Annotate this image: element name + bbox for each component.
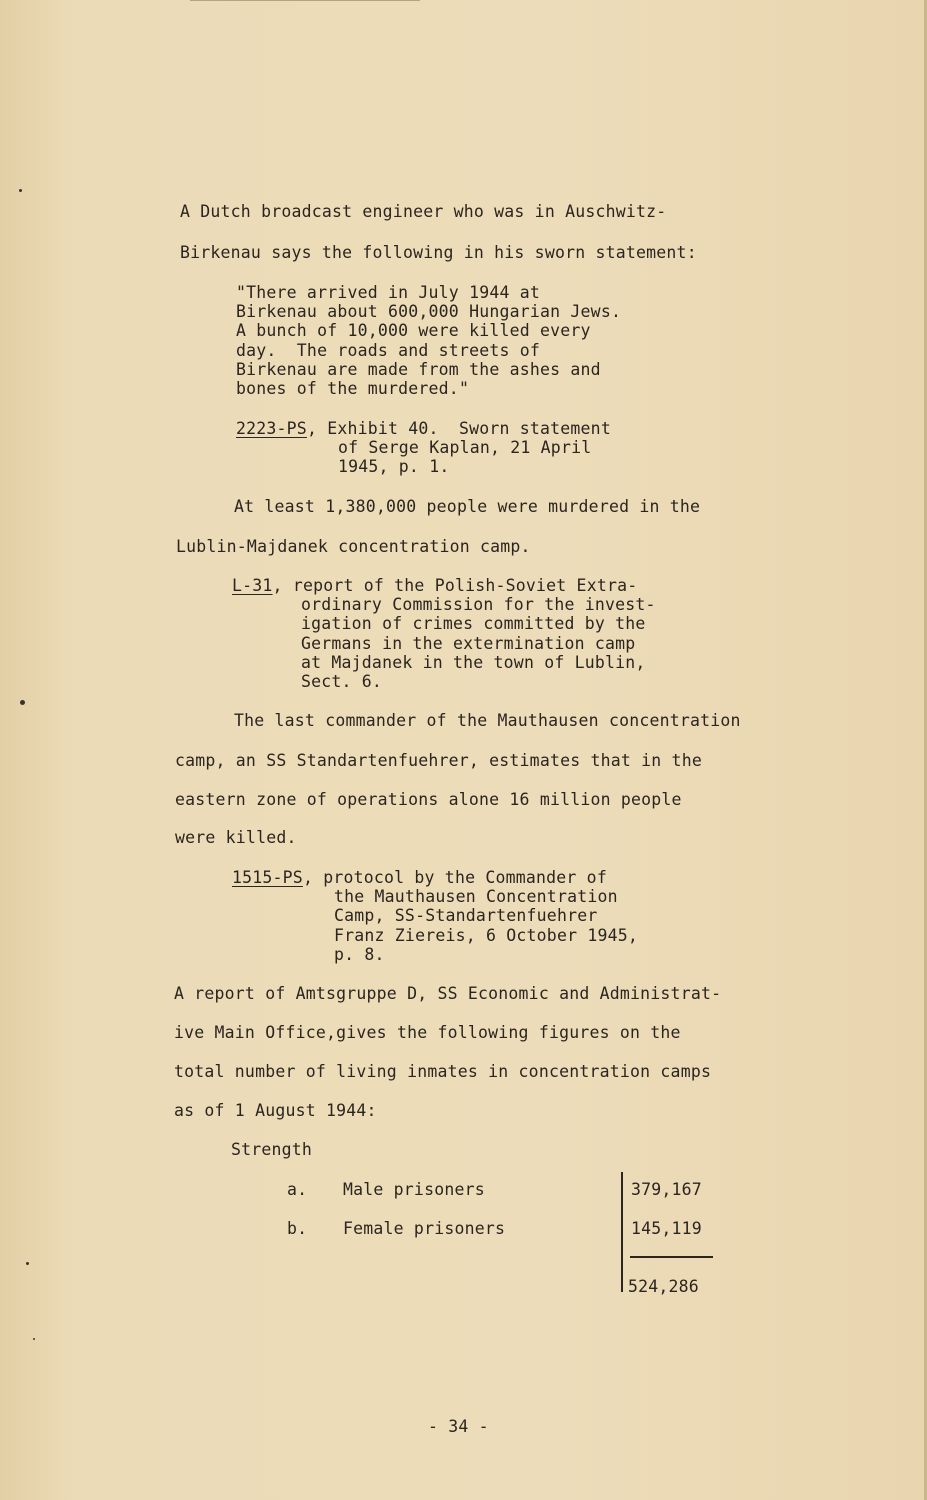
citation-ref: L-31 [232,576,273,595]
citation-line: 1945, p. 1. [338,457,450,476]
para4-line: total number of living inmates in concentration camps [174,1062,712,1081]
citation-line: Camp, SS-Standartenfuehrer [334,906,598,925]
row-label: Male prisoners [343,1180,485,1199]
sum-rule [630,1256,713,1258]
citation-line: at Majdanek in the town of Lublin, [301,653,646,672]
quote-line: "There arrived in July 1944 at [236,283,541,302]
para4-line: as of 1 August 1944: [174,1101,377,1120]
row-value: 379,167 [631,1180,702,1199]
row-value: 145,119 [631,1219,702,1238]
para2-line1: At least 1,380,000 people were murdered in the [234,497,701,516]
quote-line: Birkenau about 600,000 Hungarian Jews. [236,302,622,321]
column-bracket-line [621,1172,623,1292]
para3-line: eastern zone of operations alone 16 million people [175,790,682,809]
citation-ref: 1515-PS [232,868,303,887]
citation-line: igation of crimes committed by the [301,614,646,633]
para3-line: camp, an SS Standartenfuehrer, estimates that in the [175,751,702,770]
quote-line: bones of the murdered." [236,379,470,398]
citation-line: Sect. 6. [301,672,383,691]
citation-line: Franz Ziereis, 6 October 1945, [334,926,639,945]
para4-line: A report of Amtsgruppe D, SS Economic and Administrat- [174,984,722,1003]
citation-line: of Serge Kaplan, 21 April [338,438,592,457]
scan-speck [33,1338,35,1340]
citation-1 [236,419,611,438]
citation-text: , report of the Polish-Soviet Extra- [272,576,638,595]
para1-line2: Birkenau says the following in his sworn statement: [180,243,697,262]
citation-line: the Mauthausen Concentration [334,887,618,906]
scan-speck [26,1262,29,1265]
scan-speck [20,700,25,705]
row-letter: a. [287,1180,308,1199]
quote-line: Birkenau are made from the ashes and [236,360,601,379]
page-top-edge [190,0,420,1]
row-label: Female prisoners [343,1219,506,1238]
citation-line: ordinary Commission for the invest- [301,595,656,614]
para3-line: were killed. [175,828,297,847]
scan-speck [19,189,22,192]
citation-ref: 2223-PS [236,419,307,438]
quote-line: A bunch of 10,000 were killed every [236,321,591,340]
row-letter: b. [287,1219,308,1238]
quote-line: day. The roads and streets of [236,341,541,360]
citation-2 [232,576,637,595]
citation-3 [232,868,607,887]
strength-label: Strength [231,1140,313,1159]
para4-line: ive Main Office,gives the following figures on the [174,1023,681,1042]
page-number: - 34 - [428,1417,489,1436]
citation-line: p. 8. [334,945,385,964]
para3-line: The last commander of the Mauthausen concentration [234,711,741,730]
para1-line1: A Dutch broadcast engineer who was in Auschwitz- [180,202,667,221]
total-value: 524,286 [628,1277,699,1296]
citation-line: Germans in the extermination camp [301,634,636,653]
para2-line2: Lublin-Majdanek concentration camp. [176,537,531,556]
citation-text: , Exhibit 40. Sworn statement [306,419,611,438]
citation-text: , protocol by the Commander of [302,868,607,887]
